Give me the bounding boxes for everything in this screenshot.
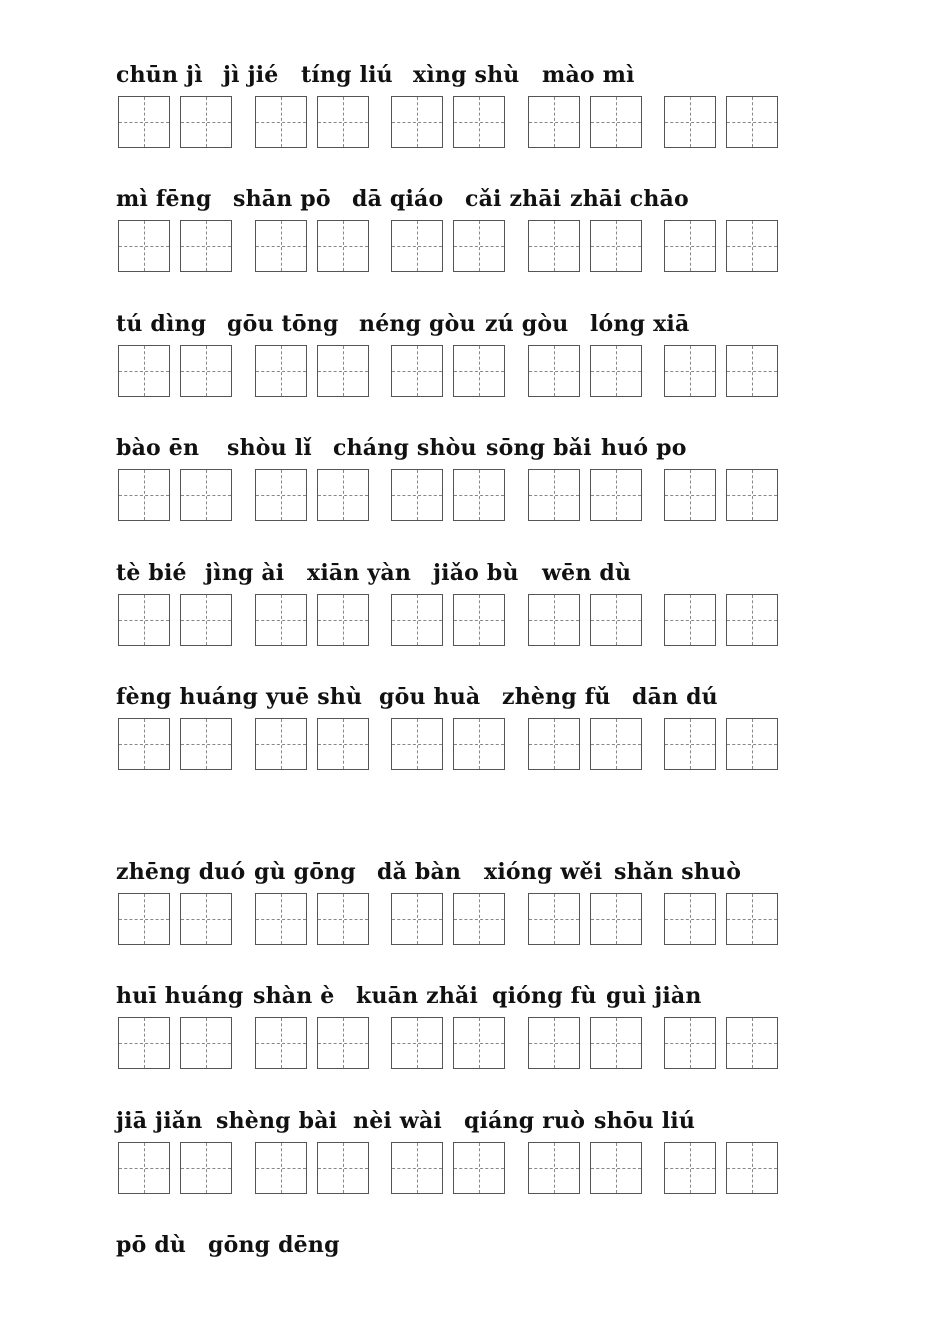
pinyin-word: sōng bǎi bbox=[486, 435, 592, 461]
tianzige-cell[interactable] bbox=[317, 220, 369, 272]
pinyin-word: néng gòu bbox=[359, 311, 476, 337]
pinyin-word: chūn jì bbox=[116, 62, 203, 88]
tianzige-cell[interactable] bbox=[255, 594, 307, 646]
pinyin-word: mì fēng bbox=[116, 186, 212, 212]
pinyin-word: qióng fù bbox=[492, 983, 597, 1009]
tianzige-cell[interactable] bbox=[118, 220, 170, 272]
tianzige-cell[interactable] bbox=[726, 1142, 778, 1194]
tianzige-cell[interactable] bbox=[453, 220, 505, 272]
tianzige-cell[interactable] bbox=[664, 594, 716, 646]
tianzige-cell[interactable] bbox=[528, 220, 580, 272]
tianzige-cell[interactable] bbox=[317, 718, 369, 770]
pinyin-word: xiān yàn bbox=[307, 560, 412, 586]
tianzige-cell[interactable] bbox=[528, 1142, 580, 1194]
tianzige-cell[interactable] bbox=[255, 1017, 307, 1069]
tianzige-cell[interactable] bbox=[590, 96, 642, 148]
tianzige-cell[interactable] bbox=[118, 718, 170, 770]
pinyin-word: pō dù bbox=[116, 1232, 187, 1258]
tianzige-cell[interactable] bbox=[255, 96, 307, 148]
tianzige-cell[interactable] bbox=[664, 469, 716, 521]
tianzige-cell[interactable] bbox=[180, 469, 232, 521]
pinyin-word: kuān zhǎi bbox=[356, 983, 479, 1009]
pinyin-word: mào mì bbox=[542, 62, 635, 88]
tianzige-cell[interactable] bbox=[528, 1017, 580, 1069]
tianzige-cell[interactable] bbox=[453, 594, 505, 646]
pinyin-word: qiáng ruò bbox=[464, 1108, 586, 1134]
pinyin-word: gù gōng bbox=[254, 859, 356, 885]
tianzige-cell[interactable] bbox=[255, 345, 307, 397]
tianzige-cell[interactable] bbox=[590, 893, 642, 945]
tianzige-cell[interactable] bbox=[118, 594, 170, 646]
tianzige-cell[interactable] bbox=[391, 594, 443, 646]
tianzige-cell[interactable] bbox=[317, 469, 369, 521]
pinyin-word: jì jié bbox=[223, 62, 279, 88]
tianzige-cell[interactable] bbox=[180, 718, 232, 770]
tianzige-cell[interactable] bbox=[528, 893, 580, 945]
tianzige-cell[interactable] bbox=[453, 718, 505, 770]
tianzige-cell[interactable] bbox=[391, 220, 443, 272]
tianzige-cell[interactable] bbox=[180, 96, 232, 148]
pinyin-word: shōu liú bbox=[594, 1108, 696, 1134]
pinyin-word: tè bié bbox=[116, 560, 187, 586]
tianzige-cell[interactable] bbox=[118, 893, 170, 945]
tianzige-cell[interactable] bbox=[453, 1142, 505, 1194]
pinyin-word: lóng xiā bbox=[590, 311, 690, 337]
tianzige-cell[interactable] bbox=[317, 345, 369, 397]
tianzige-cell[interactable] bbox=[180, 594, 232, 646]
tianzige-cell[interactable] bbox=[118, 469, 170, 521]
tianzige-cell[interactable] bbox=[453, 893, 505, 945]
tianzige-cell[interactable] bbox=[180, 1017, 232, 1069]
tianzige-cell[interactable] bbox=[528, 345, 580, 397]
tianzige-cell[interactable] bbox=[180, 220, 232, 272]
tianzige-cell[interactable] bbox=[590, 718, 642, 770]
pinyin-word: jiǎo bù bbox=[433, 560, 519, 586]
pinyin-word: bào ēn bbox=[116, 435, 200, 461]
pinyin-word: yuē shù bbox=[266, 684, 363, 710]
tianzige-cell[interactable] bbox=[590, 469, 642, 521]
tianzige-cell[interactable] bbox=[590, 1017, 642, 1069]
tianzige-cell[interactable] bbox=[664, 893, 716, 945]
pinyin-word: zhèng fǔ bbox=[502, 684, 611, 710]
pinyin-word: tíng liú bbox=[301, 62, 393, 88]
tianzige-cell[interactable] bbox=[391, 1017, 443, 1069]
tianzige-cell[interactable] bbox=[255, 469, 307, 521]
pinyin-word: zhāi chāo bbox=[570, 186, 689, 212]
pinyin-word: jìng ài bbox=[205, 560, 285, 586]
pinyin-word: shòu lǐ bbox=[227, 435, 312, 461]
tianzige-cell[interactable] bbox=[528, 594, 580, 646]
pinyin-word: xìng shù bbox=[413, 62, 520, 88]
pinyin-word: nèi wài bbox=[353, 1108, 442, 1134]
tianzige-cell[interactable] bbox=[317, 1017, 369, 1069]
pinyin-word: xióng wěi bbox=[484, 859, 603, 885]
tianzige-cell[interactable] bbox=[118, 1142, 170, 1194]
tianzige-cell[interactable] bbox=[453, 345, 505, 397]
tianzige-cell[interactable] bbox=[391, 893, 443, 945]
tianzige-cell[interactable] bbox=[726, 1017, 778, 1069]
tianzige-cell[interactable] bbox=[317, 893, 369, 945]
tianzige-cell[interactable] bbox=[590, 345, 642, 397]
pinyin-word: shān pō bbox=[233, 186, 331, 212]
pinyin-word: shàn è bbox=[253, 983, 335, 1009]
tianzige-cell[interactable] bbox=[528, 718, 580, 770]
tianzige-cell[interactable] bbox=[726, 594, 778, 646]
tianzige-cell[interactable] bbox=[391, 1142, 443, 1194]
tianzige-cell[interactable] bbox=[726, 345, 778, 397]
pinyin-word: shǎn shuò bbox=[614, 859, 742, 885]
tianzige-cell[interactable] bbox=[180, 893, 232, 945]
tianzige-cell[interactable] bbox=[528, 469, 580, 521]
tianzige-cell[interactable] bbox=[180, 1142, 232, 1194]
tianzige-cell[interactable] bbox=[664, 1142, 716, 1194]
tianzige-cell[interactable] bbox=[255, 220, 307, 272]
tianzige-cell[interactable] bbox=[317, 96, 369, 148]
tianzige-cell[interactable] bbox=[528, 96, 580, 148]
tianzige-cell[interactable] bbox=[664, 718, 716, 770]
tianzige-cell[interactable] bbox=[590, 594, 642, 646]
pinyin-word: gōu tōng bbox=[227, 311, 339, 337]
tianzige-cell[interactable] bbox=[453, 469, 505, 521]
pinyin-word: huó po bbox=[601, 435, 687, 461]
tianzige-cell[interactable] bbox=[118, 96, 170, 148]
tianzige-cell[interactable] bbox=[726, 96, 778, 148]
tianzige-cell[interactable] bbox=[255, 893, 307, 945]
tianzige-cell[interactable] bbox=[317, 1142, 369, 1194]
pinyin-word: jiā jiǎn bbox=[116, 1108, 203, 1134]
pinyin-word: dān dú bbox=[632, 684, 718, 710]
tianzige-cell[interactable] bbox=[118, 345, 170, 397]
tianzige-cell[interactable] bbox=[453, 96, 505, 148]
tianzige-cell[interactable] bbox=[255, 1142, 307, 1194]
tianzige-cell[interactable] bbox=[664, 96, 716, 148]
pinyin-word: fèng huáng bbox=[116, 684, 259, 710]
tianzige-cell[interactable] bbox=[726, 220, 778, 272]
pinyin-word: gōng dēng bbox=[208, 1232, 340, 1258]
pinyin-word: wēn dù bbox=[542, 560, 632, 586]
tianzige-cell[interactable] bbox=[726, 718, 778, 770]
pinyin-word: tú dìng bbox=[116, 311, 207, 337]
tianzige-cell[interactable] bbox=[391, 345, 443, 397]
tianzige-cell[interactable] bbox=[590, 1142, 642, 1194]
tianzige-cell[interactable] bbox=[726, 893, 778, 945]
tianzige-cell[interactable] bbox=[391, 96, 443, 148]
pinyin-word: zú gòu bbox=[485, 311, 569, 337]
tianzige-cell[interactable] bbox=[317, 594, 369, 646]
pinyin-word: huī huáng bbox=[116, 983, 244, 1009]
tianzige-cell[interactable] bbox=[180, 345, 232, 397]
tianzige-cell[interactable] bbox=[391, 718, 443, 770]
pinyin-word: guì jiàn bbox=[606, 983, 702, 1009]
tianzige-cell[interactable] bbox=[664, 345, 716, 397]
pinyin-word: cháng shòu bbox=[333, 435, 477, 461]
tianzige-cell[interactable] bbox=[391, 469, 443, 521]
tianzige-cell[interactable] bbox=[726, 469, 778, 521]
pinyin-word: cǎi zhāi bbox=[465, 186, 562, 212]
pinyin-word: zhēng duó bbox=[116, 859, 246, 885]
tianzige-cell[interactable] bbox=[118, 1017, 170, 1069]
pinyin-word: gōu huà bbox=[379, 684, 481, 710]
tianzige-cell[interactable] bbox=[590, 220, 642, 272]
pinyin-word: dā qiáo bbox=[352, 186, 444, 212]
tianzige-cell[interactable] bbox=[255, 718, 307, 770]
pinyin-word: dǎ bàn bbox=[377, 859, 462, 885]
tianzige-cell[interactable] bbox=[453, 1017, 505, 1069]
pinyin-word: shèng bài bbox=[216, 1108, 338, 1134]
tianzige-cell[interactable] bbox=[664, 1017, 716, 1069]
tianzige-cell[interactable] bbox=[664, 220, 716, 272]
